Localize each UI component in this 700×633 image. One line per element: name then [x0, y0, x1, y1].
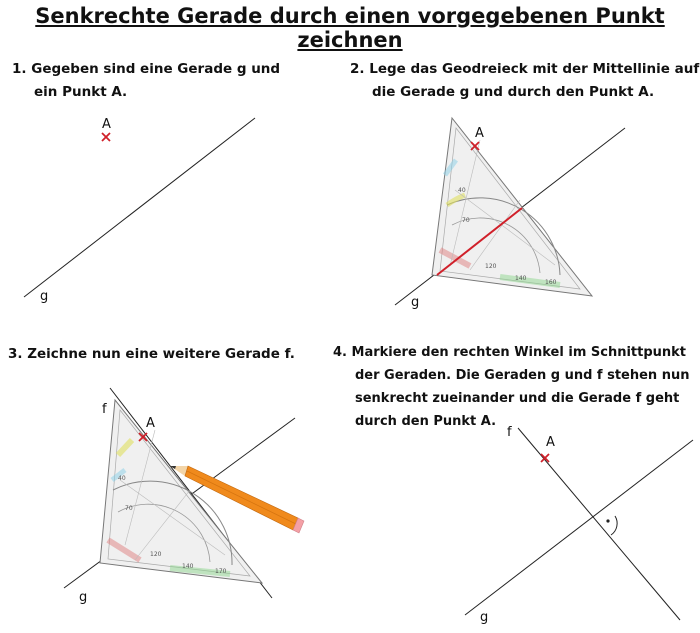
scale-number: 140 — [182, 563, 194, 570]
step-1-line-2: ein Punkt A. — [34, 84, 128, 100]
scale-number: 40 — [118, 475, 126, 482]
label-a: A — [146, 416, 155, 431]
line-f — [518, 428, 680, 620]
step-4-number: 4. — [333, 345, 347, 360]
right-angle-dot — [606, 519, 609, 522]
scale-number: 70 — [462, 217, 470, 224]
figure-4 — [465, 425, 693, 625]
scale-number: 120 — [150, 551, 162, 558]
step-1-number: 1. — [12, 61, 27, 77]
label-g: g — [411, 295, 420, 310]
point-a-mark — [541, 454, 549, 462]
label-a: A — [475, 126, 484, 141]
point-a-mark — [102, 133, 110, 141]
scale-number: 70 — [125, 505, 133, 512]
label-g: g — [480, 610, 489, 625]
scale-number: 160 — [545, 279, 557, 286]
figure-3 — [64, 388, 304, 605]
page-title: Senkrechte Gerade durch einen vorgegebenen Punkt zeichnen — [35, 4, 665, 52]
step-3-number: 3. — [8, 346, 23, 362]
step-4-line-3: senkrecht zueinander und die Gerade f geht — [355, 391, 680, 406]
line-g — [24, 118, 255, 297]
step-2-line-2: die Gerade g und durch den Punkt A. — [372, 84, 655, 100]
figure-1 — [24, 117, 255, 304]
step-4-line-4: durch den Punkt A. — [355, 414, 497, 429]
label-f: f — [102, 402, 107, 417]
right-angle-mark — [611, 516, 617, 535]
scale-number: 40 — [458, 187, 466, 194]
scale-number: 140 — [515, 275, 527, 282]
step-2-line-1: Lege das Geodreieck mit der Mittellinie auf — [369, 61, 700, 77]
figure-2 — [395, 118, 625, 310]
label-g: g — [40, 289, 49, 304]
step-4-line-1: Markiere den rechten Winkel im Schnittpunkt — [351, 345, 687, 360]
step-1-line-1: Gegeben sind eine Gerade g und — [31, 61, 281, 77]
scale-number: 170 — [215, 568, 227, 575]
label-g: g — [79, 590, 88, 605]
label-f: f — [507, 425, 512, 440]
scale-number: 120 — [485, 263, 497, 270]
label-a: A — [102, 117, 111, 132]
line-g — [465, 440, 693, 615]
geodreieck — [432, 118, 592, 296]
step-3-line-1: Zeichne nun eine weitere Gerade f. — [27, 346, 295, 362]
step-2-number: 2. — [350, 61, 365, 77]
label-a: A — [546, 435, 555, 450]
step-4-line-2: der Geraden. Die Geraden g und f stehen nun — [355, 368, 690, 383]
